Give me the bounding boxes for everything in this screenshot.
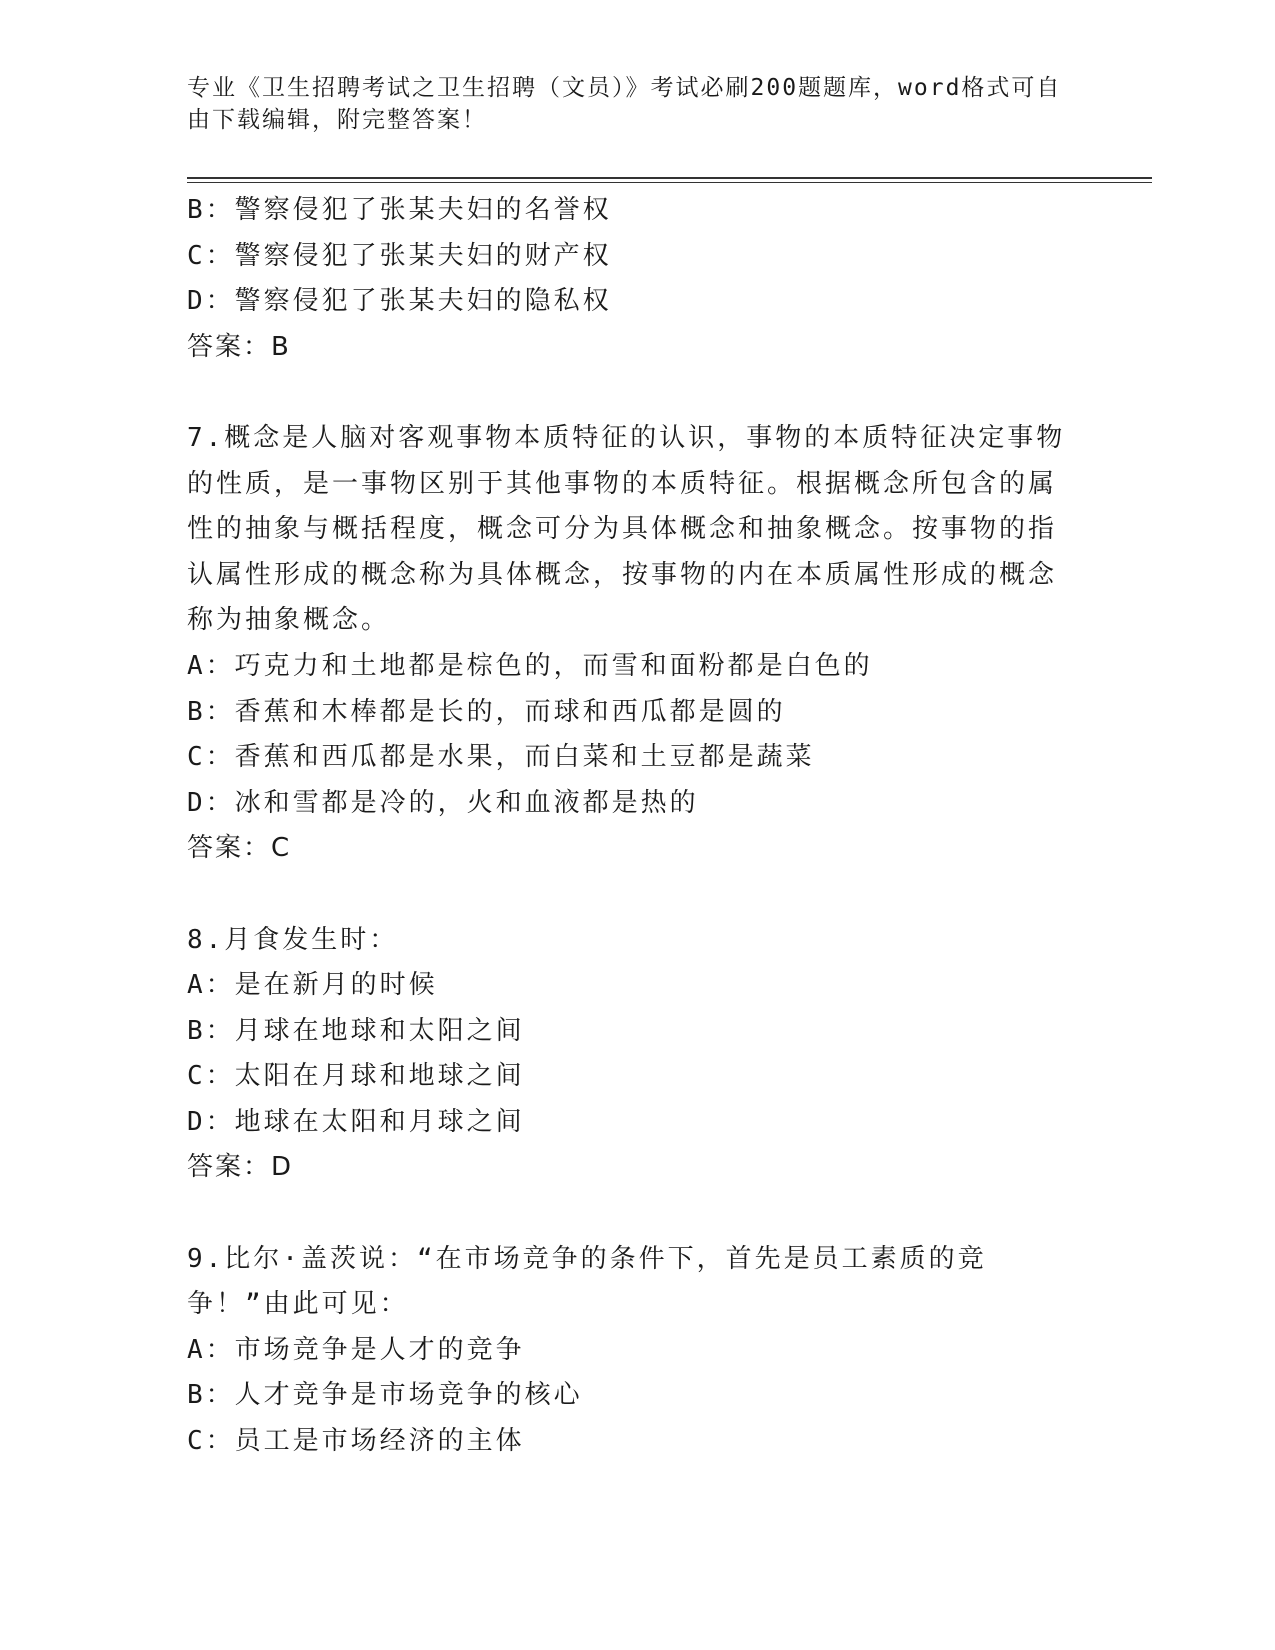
option-b: B：警察侵犯了张某夫妇的名誉权: [187, 195, 612, 225]
option-b: B：香蕉和木棒都是长的，而球和西瓜都是圆的: [187, 696, 786, 727]
question-8: [187, 918, 1067, 1192]
option-d: D：冰和雪都是冷的，火和血液都是热的: [187, 787, 699, 818]
question-stem: 7.概念是人脑对客观事物本质特征的认识，事物的本质特征决定事物的性质，是一事物区别于其他事物的本质特征。根据概念所包含的属性的抽象与概括程度，概念可分为具体概念和抽象概念。按事物的指认属性形成的概念称为具体概念，按事物的内在本质属性形成的概念称为抽象概念。: [187, 422, 1066, 636]
option-a: A：是在新月的时候: [187, 970, 438, 1001]
header-rule-thin: [187, 182, 1152, 183]
header-rule-thick: [187, 177, 1152, 179]
option-a: A：市场竞争是人才的竞争: [187, 1334, 525, 1365]
question-7: [187, 416, 1067, 872]
question-stem: 9.比尔·盖茨说：“在市场竞争的条件下，首先是员工素质的竞争！”由此可见：: [187, 1243, 987, 1320]
spacer: [187, 370, 1067, 416]
question-9: [187, 1237, 1067, 1465]
option-a: A：巧克力和土地都是棕色的，而雪和面粉都是白色的: [187, 650, 873, 681]
option-c: C：香蕉和西瓜都是水果，而白菜和土豆都是蔬菜: [187, 742, 815, 773]
option-b: B：月球在地球和太阳之间: [187, 1015, 525, 1046]
option-c: C：太阳在月球和地球之间: [187, 1061, 525, 1092]
answer-line: 答案：D: [187, 1152, 294, 1183]
spacer: [187, 872, 1067, 918]
question-6-tail: [187, 188, 1067, 370]
spacer: [187, 1191, 1067, 1237]
option-b: B：人才竞争是市场竞争的核心: [187, 1380, 583, 1411]
option-d: D：警察侵犯了张某夫妇的隐私权: [187, 286, 612, 317]
option-d: D：地球在太阳和月球之间: [187, 1106, 525, 1137]
answer-line: 答案：B: [187, 331, 291, 362]
question-stem: 8.月食发生时：: [187, 924, 399, 955]
answer-line: 答案：C: [187, 833, 292, 864]
question-content: [187, 188, 1067, 1465]
option-c: C：警察侵犯了张某夫妇的财产权: [187, 240, 612, 271]
page-header: 专业《卫生招聘考试之卫生招聘（文员）》考试必刷200题题库，word格式可自由下载编辑，附完整答案！: [187, 75, 1062, 133]
option-c: C：员工是市场经济的主体: [187, 1426, 525, 1457]
